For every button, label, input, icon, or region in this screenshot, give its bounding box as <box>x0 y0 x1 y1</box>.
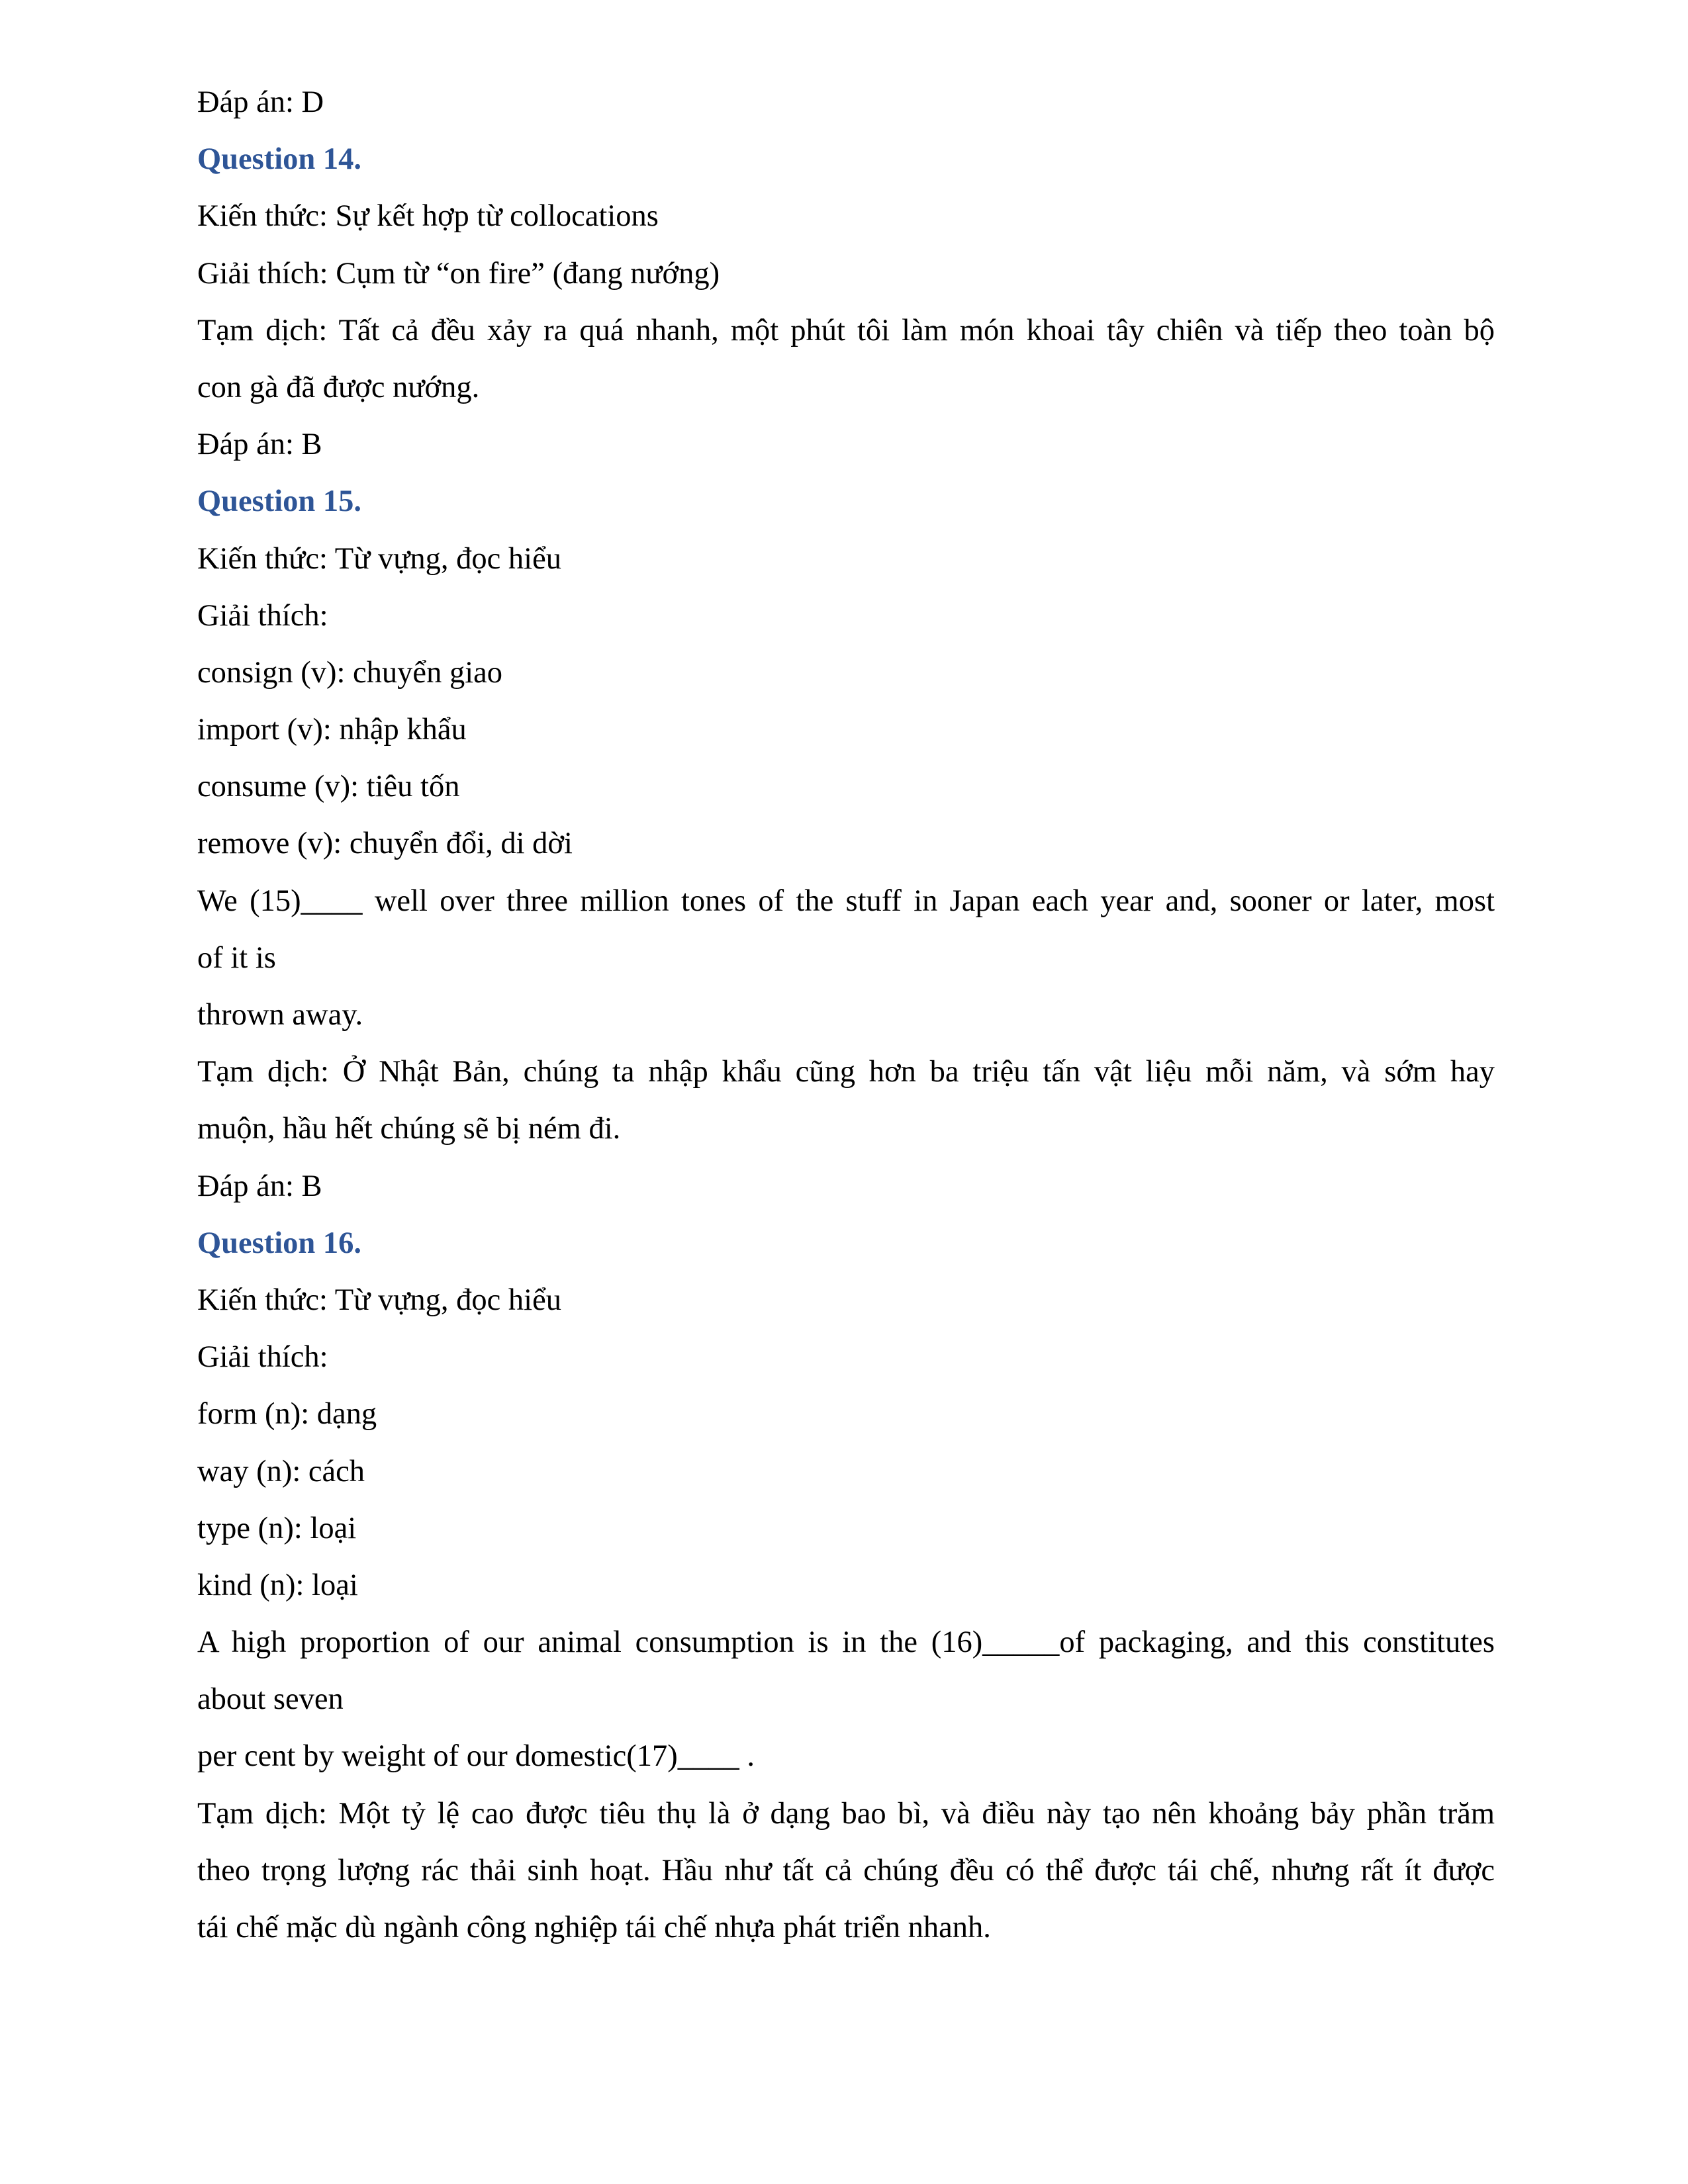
text-line: kind (n): loại <box>197 1568 358 1602</box>
text-line: Giải thích: <box>197 598 328 633</box>
question-heading: Question 16. <box>197 1226 362 1260</box>
text-line: con gà đã được nướng. <box>197 370 480 404</box>
text-line: Tạm dịch: Ở Nhật Bản, chúng ta nhập khẩu cũng hơn ba triệu tấn vật liệu mỗi năm, và sớm hay <box>197 1055 1495 1089</box>
text-line: import (v): nhập khẩu <box>197 713 467 747</box>
text-line: remove (v): chuyển đổi, di dời <box>197 827 573 861</box>
text-line: Kiến thức: Từ vựng, đọc hiểu <box>197 1283 561 1317</box>
text-line: Đáp án: B <box>197 428 322 462</box>
text-line: tái chế mặc dù ngành công nghiệp tái chế nhựa phát triển nhanh. <box>197 1911 991 1944</box>
text-line: Đáp án: B <box>197 1169 322 1203</box>
text-line: consume (v): tiêu tốn <box>197 770 460 804</box>
text-line: Đáp án: D <box>197 85 324 119</box>
text-line: Tạm dịch: Tất cả đều xảy ra quá nhanh, một phút tôi làm món khoai tây chiên và tiếp theo toàn bộ <box>197 313 1495 347</box>
document-page <box>197 74 1495 1956</box>
text-line: way (n): cách <box>197 1454 365 1488</box>
text-line: We (15)____ well over three million tones of the stuff in Japan each year and, sooner or later, most <box>197 884 1495 918</box>
text-line: A high proportion of our animal consumption is in the (16)_____of packaging, and this constitutes <box>197 1625 1495 1660</box>
text-line: per cent by weight of our domestic(17)____ . <box>197 1739 755 1774</box>
text-line: theo trọng lượng rác thải sinh hoạt. Hầu như tất cả chúng đều có thể được tái chế, nhưng rất ít được <box>197 1853 1495 1888</box>
text-line: form (n): dạng <box>197 1397 377 1432</box>
text-line: Kiến thức: Sự kết hợp từ collocations <box>197 199 659 234</box>
text-line: Kiến thức: Từ vựng, đọc hiểu <box>197 541 561 576</box>
text-line: about seven <box>197 1682 344 1717</box>
text-line: of it is <box>197 940 276 975</box>
text-line: Giải thích: Cụm từ “on fire” (đang nướng) <box>197 256 720 291</box>
text-line: Giải thích: <box>197 1340 328 1375</box>
question-heading: Question 15. <box>197 484 362 519</box>
text-line: consign (v): chuyển giao <box>197 655 503 690</box>
text-line: muộn, hầu hết chúng sẽ bị ném đi. <box>197 1112 621 1146</box>
text-line: thrown away. <box>197 998 363 1032</box>
text-line: type (n): loại <box>197 1511 357 1545</box>
question-heading: Question 14. <box>197 142 362 177</box>
text-line: Tạm dịch: Một tỷ lệ cao được tiêu thụ là ở dạng bao bì, và điều này tạo nên khoảng bảy phần trăm <box>197 1796 1495 1831</box>
